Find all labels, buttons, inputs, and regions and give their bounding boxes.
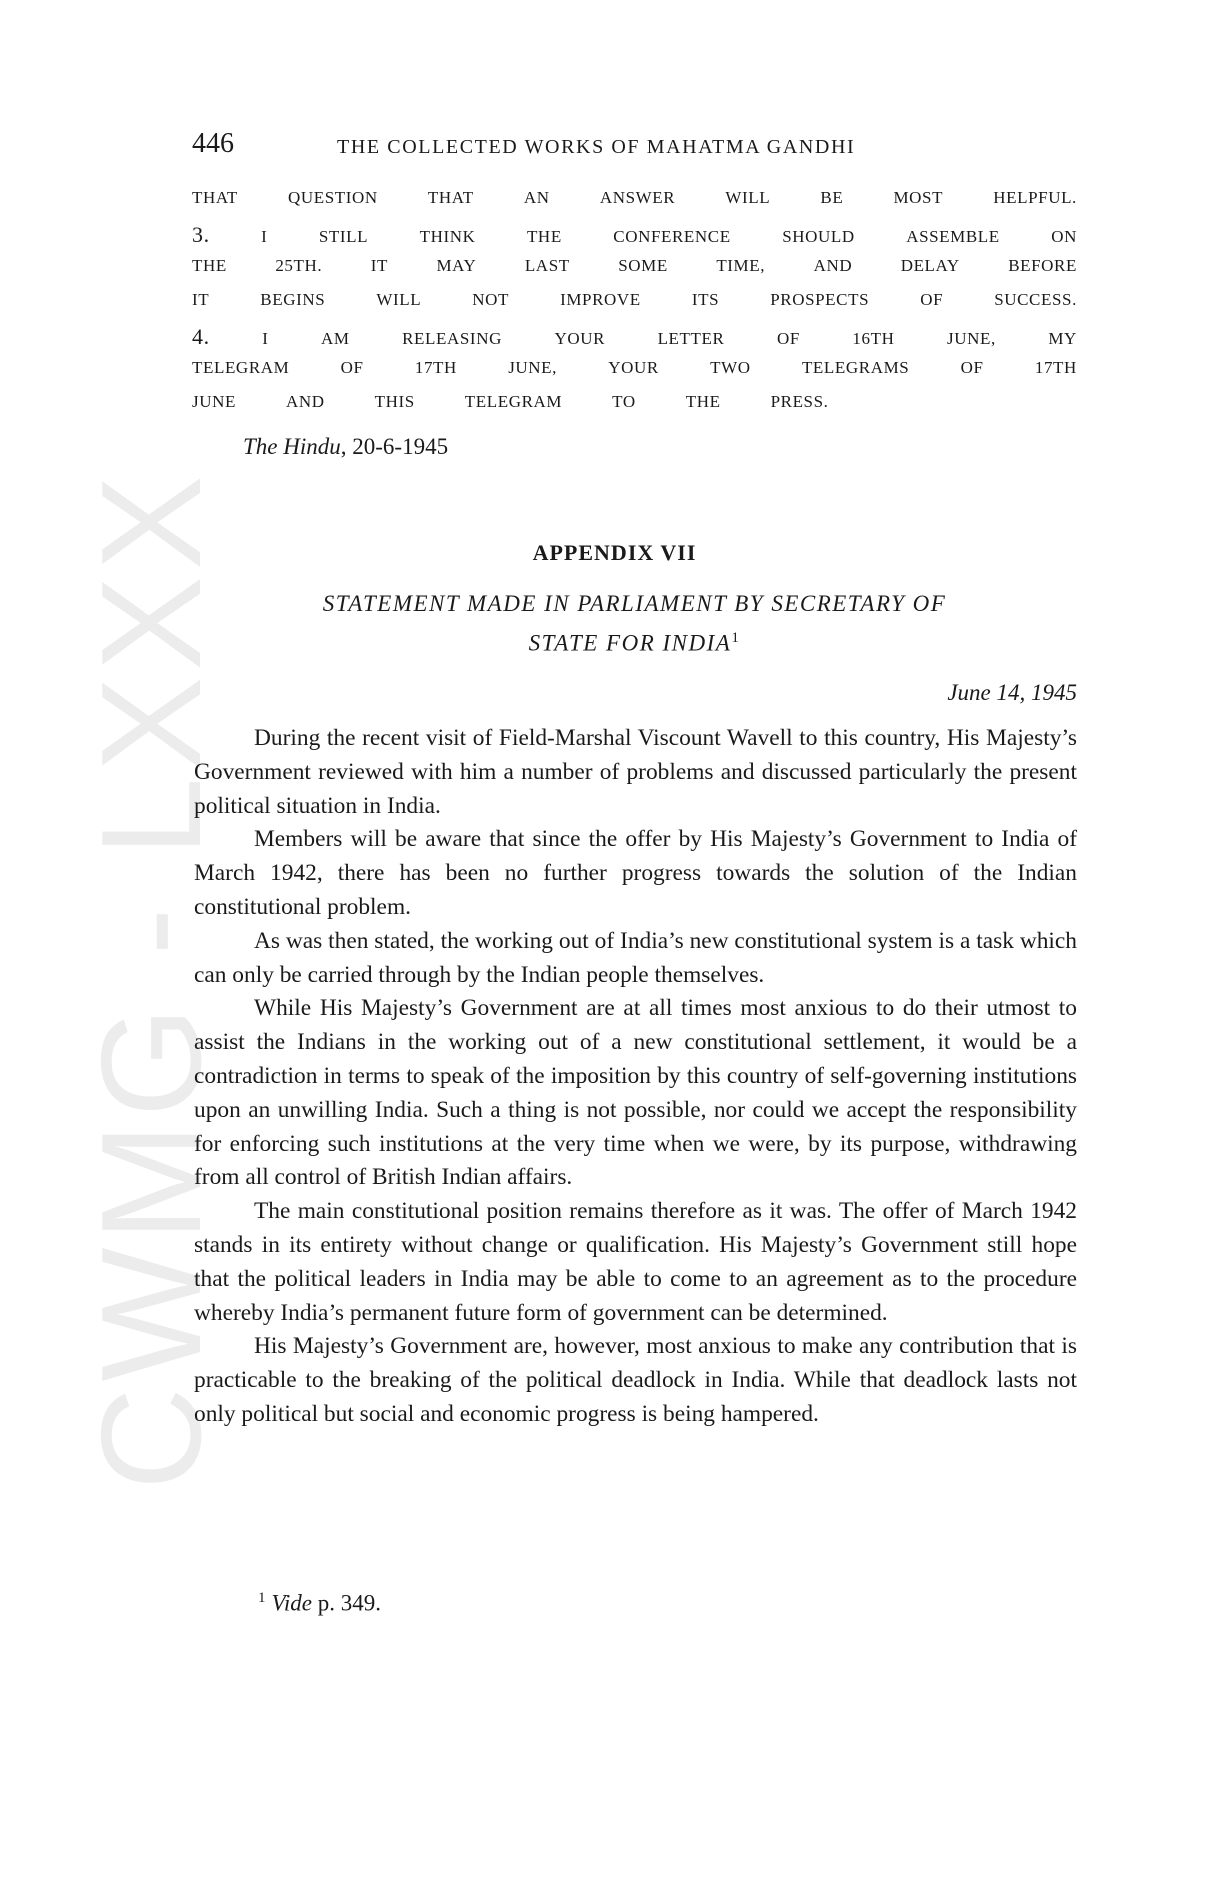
telegram-word: TIME,	[716, 256, 766, 275]
telegram-line	[192, 256, 1077, 290]
telegram-word: OF	[776, 329, 800, 348]
telegram-word: 17TH	[414, 358, 457, 377]
telegram-word: TWO	[710, 358, 751, 377]
telegram-word: ANSWER	[599, 188, 676, 207]
telegram-word: OF	[920, 290, 944, 309]
telegram-word: OF	[340, 358, 364, 377]
statement-body	[194, 722, 1077, 1432]
watermark: CWMG - LXXX	[72, 469, 231, 1490]
telegram-word: 16TH	[852, 329, 895, 348]
telegram-word: IT	[192, 290, 210, 309]
telegram-word: SHOULD	[782, 227, 855, 246]
telegram-word: QUESTION	[287, 188, 378, 207]
telegram-line	[192, 222, 1077, 256]
telegram-word: YOUR	[608, 358, 659, 377]
telegram-word: JUNE,	[508, 358, 558, 377]
telegram-word: I	[262, 329, 269, 348]
telegram-word: THAT	[192, 188, 238, 207]
footnote-vide: Vide	[271, 1590, 312, 1616]
telegram-word: WILL	[725, 188, 771, 207]
telegram-line	[192, 290, 1077, 324]
telegram-word: DELAY	[900, 256, 960, 275]
telegram-word: HELPFUL.	[993, 188, 1077, 207]
telegram-line	[192, 324, 1077, 358]
telegram-line	[192, 392, 1077, 426]
telegram-word: TELEGRAM	[464, 392, 563, 411]
telegram-word: AN	[523, 188, 550, 207]
footnote-reference: 1	[731, 630, 741, 646]
telegram-word: PRESS.	[770, 392, 829, 411]
paragraph: Members will be aware that since the offer by His Majesty’s Government to India of March 1942, there has been no further progress towards the solution of the Indian constitutional problem.	[194, 826, 1077, 920]
telegram-word: THE	[526, 227, 562, 246]
statement-title-line-2	[192, 621, 1077, 661]
telegram-word: NOT	[472, 290, 510, 309]
paragraph: His Majesty’s Government are, however, most anxious to make any contribution that is practicable to the breaking of the political deadlock in India. While that deadlock lasts not only political but social and economic progress is being hampered.	[194, 1333, 1077, 1427]
running-title: THE COLLECTED WORKS OF MAHATMA GANDHI	[337, 136, 856, 158]
telegram-word: ASSEMBLE	[906, 227, 1000, 246]
telegram-word: ITS	[691, 290, 720, 309]
footnote-text: p. 349.	[311, 1590, 381, 1616]
telegram-word: LAST	[524, 256, 570, 275]
telegram-word: YOUR	[554, 329, 606, 348]
paragraph: As was then stated, the working out of India’s new constitutional system is a task which can only be carried through by the Indian people themselves.	[194, 927, 1077, 988]
telegram-word: BEGINS	[260, 290, 326, 309]
telegram-word: TELEGRAMS	[801, 358, 910, 377]
telegram-word: JUNE	[192, 392, 236, 411]
source-citation	[243, 434, 448, 460]
telegram-word: MOST	[893, 188, 944, 207]
telegram-word: I	[261, 227, 268, 246]
telegram-word: AND	[813, 256, 853, 275]
telegram-word: THE	[685, 392, 721, 411]
telegram-word: LETTER	[657, 329, 725, 348]
telegram-word: CONFERENCE	[613, 227, 731, 246]
telegram-word: SUCCESS.	[994, 290, 1077, 309]
telegram-word: IT	[370, 256, 388, 275]
telegram-word: THIS	[374, 392, 415, 411]
running-head	[192, 128, 1077, 168]
telegram-word: 4.	[192, 324, 210, 349]
paragraph: During the recent visit of Field-Marshal Viscount Wavell to this country, His Majesty’s Government reviewed with him a number of problems and discussed particularly the present political situation in India.	[194, 725, 1077, 819]
telegram-word: SOME	[618, 256, 668, 275]
telegram-word: TO	[612, 392, 636, 411]
statement-title-line-1: STATEMENT MADE IN PARLIAMENT BY SECRETARY OF	[322, 591, 947, 616]
telegram-word: THE	[192, 256, 227, 275]
telegram-word: 3.	[192, 222, 210, 247]
paragraph: The main constitutional position remains therefore as it was. The offer of March 1942 stands in its entirety without change or qualification. His Majesty’s Government still hope that the political leaders in India may be able to come to an agreement as to the procedure whereby India’s permanent future form of government can be determined.	[194, 1198, 1077, 1326]
telegram-word: OF	[960, 358, 984, 377]
telegram-word: JUNE,	[946, 329, 996, 348]
source-publication: The Hindu	[243, 434, 341, 459]
telegram-line	[192, 358, 1077, 392]
telegram-word: 25TH.	[275, 256, 323, 275]
source-date: , 20-6-1945	[340, 434, 449, 459]
telegram-word: STILL	[318, 227, 369, 246]
telegram-word: PROSPECTS	[770, 290, 870, 309]
telegram-word: BEFORE	[1008, 256, 1077, 275]
footnote	[258, 1590, 381, 1617]
telegram-word: BE	[820, 188, 844, 207]
telegram-word: WILL	[376, 290, 422, 309]
telegram-word: AND	[285, 392, 325, 411]
footnote-marker: 1	[258, 1590, 266, 1606]
statement-date: June 14, 1945	[947, 680, 1077, 705]
telegram-word: 17TH	[1034, 358, 1077, 377]
telegram-word: MY	[1048, 329, 1077, 348]
telegram-word: TELEGRAM	[192, 358, 290, 377]
telegram-word: ON	[1051, 227, 1077, 246]
telegram-line	[192, 188, 1077, 222]
page-number: 446	[192, 128, 234, 159]
telegram-word: THAT	[427, 188, 474, 207]
appendix-title: APPENDIX VII	[532, 540, 697, 565]
telegram-word: AM	[321, 329, 350, 348]
statement-title-line-2-text: STATE FOR INDIA	[528, 630, 732, 656]
paragraph: While His Majesty’s Government are at all times most anxious to do their utmost to assist the Indians in the working out of a new constitutional settlement, it would be a contradiction in terms to speak of the imposition by this country of self-governing institutions upon an unwilling India. Such a thing is not possible, nor could we accept the responsibility for enforcing such institutions at the very time when we were, by its purpose, withdrawing from all control of British Indian affairs.	[194, 995, 1077, 1191]
telegram-word: IMPROVE	[560, 290, 641, 309]
telegram-word: THINK	[419, 227, 476, 246]
statement-title	[192, 586, 1077, 661]
telegram-word: RELEASING	[402, 329, 502, 348]
telegram-text	[192, 188, 1077, 426]
telegram-word: MAY	[436, 256, 477, 275]
